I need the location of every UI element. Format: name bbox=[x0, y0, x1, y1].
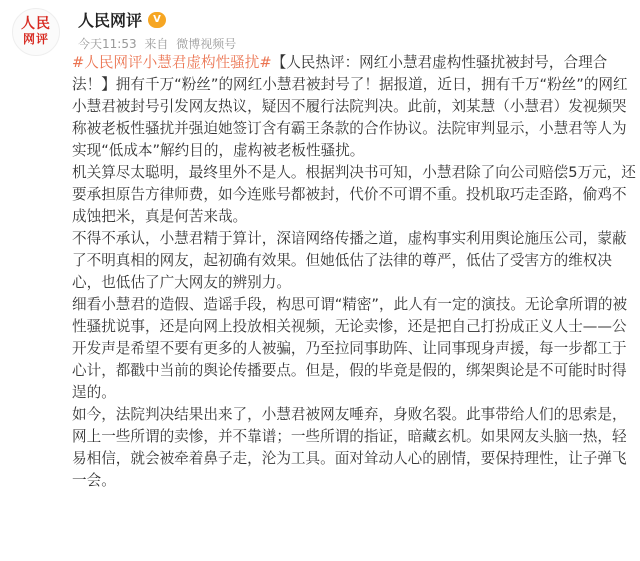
post-paragraph: 如今，法院判决结果出来了，小慧君被网友唾弃，身败名裂。此事带给人们的思索是，网上一些所谓的卖惨，并不靠谱；一些所谓的指证，暗藏玄机。如果网友头脑一热，轻易相信，就会被牵着鼻子走，沦为工具。面对耸动人心的剧情，要保持理性，让子弹飞一会。 bbox=[72, 406, 627, 489]
post-content bbox=[72, 52, 638, 492]
post-time[interactable]: 今天11:53 bbox=[78, 37, 137, 51]
post-paragraph bbox=[72, 52, 638, 162]
post-paragraph: 机关算尽太聪明，最终里外不是人。根据判决书可知，小慧君除了向公司赔偿5万元，还要承担原告方律师费，如今连账号都被封，代价不可谓不重。投机取巧走歪路，偷鸡不成蚀把米，真是何苦来哉。 bbox=[72, 164, 636, 225]
account-name-row bbox=[78, 8, 166, 31]
avatar[interactable] bbox=[12, 8, 60, 56]
topic-link[interactable]: #人民网评小慧君虚构性骚扰# bbox=[72, 54, 272, 71]
post-source[interactable]: 微博视频号 bbox=[176, 37, 237, 51]
from-label: 来自 bbox=[144, 37, 169, 51]
avatar-text-line2: 网评 bbox=[22, 32, 49, 46]
vip-badge-icon: V bbox=[148, 12, 166, 28]
post-intro-text: 【人民热评：网红小慧君虚构性骚扰被封号，合理合法！】拥有千万“粉丝”的网红小慧君被封号了！据报道，近日，拥有千万“粉丝”的网红小慧君被封号引发网友热议，疑因不履行法院判决。此前，刘某慧（小慧君）发视频哭称被老板性骚扰并强迫她签订含有霸王条款的合作协议。法院审判显示，小慧君等人为实现“低成本”解约目的，虚构被老板性骚扰。 bbox=[72, 54, 628, 159]
post-meta bbox=[78, 35, 240, 52]
post-paragraph: 不得不承认，小慧君精于算计，深谙网络传播之道，虚构事实利用舆论施压公司，蒙蔽了不明真相的网友，起初确有效果。但她低估了法律的尊严，低估了受害方的维权决心，也低估了广大网友的辨别力。 bbox=[72, 230, 627, 291]
avatar-text-line1: 人民 bbox=[21, 16, 51, 32]
post-paragraph: 细看小慧君的造假、造谣手段，构思可谓“精密”，此人有一定的演技。无论拿所谓的被性骚扰说事，还是向网上投放相关视频，无论卖惨，还是把自己打扮成正义人士——公开发声是希望不要有更多的人被骗，乃至拉同事助阵、让同事现身声援，每一步都工于心计，都戳中当前的舆论传播要点。但是，假的毕竟是假的，绑架舆论是不可能时时得逞的。 bbox=[72, 296, 628, 401]
account-name[interactable]: 人民网评 bbox=[78, 11, 143, 30]
